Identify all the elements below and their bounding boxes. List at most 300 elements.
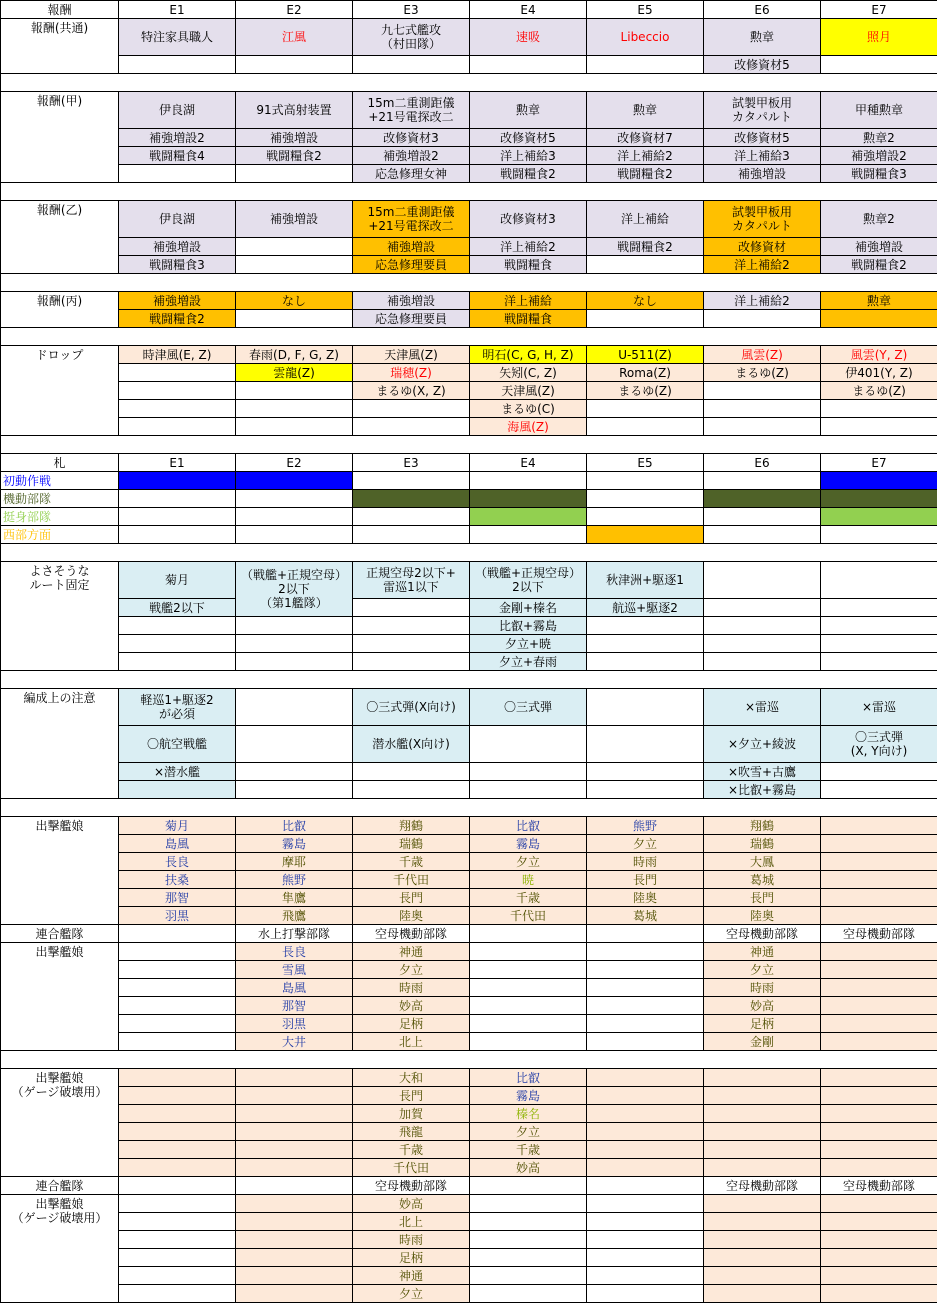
spacer-cell xyxy=(119,671,236,689)
spacer-cell xyxy=(1,544,119,562)
empty-cell xyxy=(236,310,353,328)
value-cell: 春雨(D, F, G, Z) xyxy=(236,346,353,364)
value-cell: 勲章2 xyxy=(821,201,937,238)
spacer-cell xyxy=(470,544,587,562)
empty-cell xyxy=(236,726,353,763)
empty-cell xyxy=(587,1159,704,1177)
empty-cell xyxy=(704,418,821,436)
data-row xyxy=(1,1141,937,1159)
empty-cell xyxy=(587,1267,704,1285)
fuda-cell xyxy=(821,490,937,508)
value-cell: 千代田 xyxy=(353,871,470,889)
empty-cell xyxy=(821,1015,937,1033)
value-cell: 特注家具職人 xyxy=(119,19,236,56)
empty-cell xyxy=(236,1105,353,1123)
data-row xyxy=(1,1033,937,1051)
fuda-cell xyxy=(353,472,470,490)
empty-cell xyxy=(470,1267,587,1285)
data-row xyxy=(1,599,937,617)
fuda-cell xyxy=(821,508,937,526)
fuda-cell xyxy=(119,526,236,544)
spacer-cell xyxy=(587,544,704,562)
spacer-cell xyxy=(119,1051,236,1069)
spacer-cell xyxy=(1,1051,119,1069)
empty-cell xyxy=(119,1195,236,1213)
empty-cell xyxy=(587,1141,704,1159)
empty-cell xyxy=(821,400,937,418)
row-label: 出撃艦娘 xyxy=(1,943,119,1051)
empty-cell xyxy=(821,961,937,979)
spacer-cell xyxy=(470,671,587,689)
value-cell: 勲章 xyxy=(821,292,937,310)
empty-cell xyxy=(704,1159,821,1177)
value-cell: 改修資材3 xyxy=(470,201,587,238)
empty-cell xyxy=(821,1069,937,1087)
spacer-cell xyxy=(470,799,587,817)
value-cell: 千歳 xyxy=(353,853,470,871)
row-label: 出撃艦娘 （ゲージ破壊用） xyxy=(1,1069,119,1177)
fuda-row xyxy=(1,490,937,508)
value-cell: 補強増設2 xyxy=(353,147,470,165)
empty-cell xyxy=(470,56,587,74)
spacer-cell xyxy=(470,183,587,201)
value-cell: 妙高 xyxy=(353,997,470,1015)
spacer-cell xyxy=(821,799,937,817)
value-cell: 補強増設 xyxy=(704,165,821,183)
data-row xyxy=(1,1267,937,1285)
empty-cell xyxy=(236,1087,353,1105)
data-row xyxy=(1,617,937,635)
value-cell: （戦艦+正規空母） 2以下 xyxy=(470,562,587,599)
value-cell: 葛城 xyxy=(704,871,821,889)
empty-cell xyxy=(353,418,470,436)
empty-cell xyxy=(587,1213,704,1231)
empty-cell xyxy=(119,56,236,74)
data-row xyxy=(1,1213,937,1231)
value-cell: 比叡 xyxy=(236,817,353,835)
empty-cell xyxy=(821,599,937,617)
value-cell: まるゆ(Z) xyxy=(587,382,704,400)
value-cell: 勲章 xyxy=(704,19,821,56)
fuda-cell xyxy=(353,490,470,508)
data-row xyxy=(1,346,937,364)
data-row xyxy=(1,979,937,997)
value-cell: 千代田 xyxy=(470,907,587,925)
empty-cell xyxy=(587,617,704,635)
empty-cell xyxy=(821,871,937,889)
value-cell: なし xyxy=(587,292,704,310)
value-cell: 比叡 xyxy=(470,1069,587,1087)
value-cell: 島風 xyxy=(119,835,236,853)
empty-cell xyxy=(821,853,937,871)
empty-cell xyxy=(119,1213,236,1231)
value-cell: 陸奥 xyxy=(704,907,821,925)
fuda-cell xyxy=(236,472,353,490)
fuda-cell xyxy=(119,508,236,526)
spacer-cell xyxy=(821,274,937,292)
empty-cell xyxy=(821,635,937,653)
empty-cell xyxy=(821,1195,937,1213)
value-cell: 大和 xyxy=(353,1069,470,1087)
value-cell: 加賀 xyxy=(353,1105,470,1123)
value-cell: 妙高 xyxy=(353,1195,470,1213)
value-cell: 風雲(Z) xyxy=(704,346,821,364)
spacer-cell xyxy=(353,328,470,346)
value-cell: ×雷巡 xyxy=(704,689,821,726)
column-header: 空母機動部隊 xyxy=(704,925,821,943)
empty-cell xyxy=(587,726,704,763)
spacer-cell xyxy=(821,1051,937,1069)
empty-cell xyxy=(470,1285,587,1303)
empty-cell xyxy=(821,1141,937,1159)
value-cell: 潜水艦(X向け) xyxy=(353,726,470,763)
spacer-row xyxy=(1,1051,937,1069)
data-row xyxy=(1,56,937,74)
value-cell: 瑞穂(Z) xyxy=(353,364,470,382)
value-cell: 夕立+春雨 xyxy=(470,653,587,671)
data-row xyxy=(1,1249,937,1267)
value-cell: 羽黒 xyxy=(236,1015,353,1033)
value-cell: 雲龍(Z) xyxy=(236,364,353,382)
data-row xyxy=(1,19,937,56)
column-header: E2 xyxy=(236,454,353,472)
empty-cell xyxy=(470,961,587,979)
column-header: E1 xyxy=(119,454,236,472)
value-cell: 戦闘糧食3 xyxy=(821,165,937,183)
value-cell: 補強増設2 xyxy=(119,129,236,147)
empty-cell xyxy=(470,726,587,763)
value-cell: 神通 xyxy=(353,943,470,961)
empty-cell xyxy=(353,56,470,74)
value-cell: 夕立 xyxy=(353,1285,470,1303)
spacer-cell xyxy=(704,328,821,346)
empty-cell xyxy=(236,400,353,418)
fuda-cell xyxy=(587,526,704,544)
value-cell: 長門 xyxy=(353,889,470,907)
value-cell: 扶桑 xyxy=(119,871,236,889)
empty-cell xyxy=(587,1105,704,1123)
value-cell: 戦闘糧食2 xyxy=(587,165,704,183)
value-cell: 甲種勲章 xyxy=(821,92,937,129)
value-cell: 時雨 xyxy=(587,853,704,871)
empty-cell xyxy=(587,1069,704,1087)
spacer-cell xyxy=(704,436,821,454)
spacer-row xyxy=(1,544,937,562)
value-cell: まるゆ(C) xyxy=(470,400,587,418)
empty-cell xyxy=(821,310,937,328)
value-cell: 比叡+霧島 xyxy=(470,617,587,635)
empty-cell xyxy=(821,1105,937,1123)
empty-cell xyxy=(470,1231,587,1249)
row-label: 編成上の注意 xyxy=(1,689,119,799)
value-cell: 千歳 xyxy=(470,1141,587,1159)
spacer-cell xyxy=(119,183,236,201)
value-cell: 時雨 xyxy=(353,979,470,997)
value-cell: 〇三式弾(X向け) xyxy=(353,689,470,726)
data-row xyxy=(1,165,937,183)
column-header: E7 xyxy=(821,1,937,19)
value-cell: 霧島 xyxy=(470,835,587,853)
empty-cell xyxy=(353,617,470,635)
spacer-cell xyxy=(353,544,470,562)
empty-cell xyxy=(704,400,821,418)
value-cell: 江風 xyxy=(236,19,353,56)
value-cell: 洋上補給2 xyxy=(470,238,587,256)
empty-cell xyxy=(821,1033,937,1051)
value-cell: 戦闘糧食2 xyxy=(587,238,704,256)
spacer-cell xyxy=(119,544,236,562)
empty-cell xyxy=(119,1231,236,1249)
spacer-cell xyxy=(470,328,587,346)
column-header xyxy=(119,925,236,943)
empty-cell xyxy=(821,418,937,436)
empty-cell xyxy=(587,763,704,781)
value-cell: 戦闘糧食 xyxy=(470,256,587,274)
empty-cell xyxy=(353,599,470,617)
value-cell: 改修資材5 xyxy=(704,56,821,74)
value-cell: 伊良湖 xyxy=(119,201,236,238)
value-cell: まるゆ(Z) xyxy=(704,364,821,382)
spacer-row xyxy=(1,183,937,201)
empty-cell xyxy=(587,1015,704,1033)
fuda-cell xyxy=(470,472,587,490)
spacer-cell xyxy=(119,74,236,92)
value-cell: 天津風(Z) xyxy=(353,346,470,364)
data-row xyxy=(1,635,937,653)
data-row xyxy=(1,1195,937,1213)
spacer-cell xyxy=(1,671,119,689)
fuda-row xyxy=(1,508,937,526)
empty-cell xyxy=(587,1231,704,1249)
data-row xyxy=(1,871,937,889)
value-cell: 航巡+駆逐2 xyxy=(587,599,704,617)
value-cell: 勲章 xyxy=(587,92,704,129)
header-label: 連合艦隊 xyxy=(1,925,119,943)
value-cell: 戦闘糧食3 xyxy=(119,256,236,274)
value-cell: 夕立 xyxy=(353,961,470,979)
value-cell: 榛名 xyxy=(470,1105,587,1123)
row-label: 出撃艦娘 xyxy=(1,817,119,925)
header-row xyxy=(1,454,937,472)
value-cell: 千歳 xyxy=(470,889,587,907)
empty-cell xyxy=(587,310,704,328)
empty-cell xyxy=(821,943,937,961)
spacer-cell xyxy=(704,544,821,562)
empty-cell xyxy=(119,979,236,997)
value-cell: 妙高 xyxy=(470,1159,587,1177)
empty-cell xyxy=(821,1123,937,1141)
data-row xyxy=(1,1231,937,1249)
fuda-cell xyxy=(353,526,470,544)
empty-cell xyxy=(236,256,353,274)
empty-cell xyxy=(704,617,821,635)
header-label: 報酬 xyxy=(1,1,119,19)
value-cell: 改修資材3 xyxy=(353,129,470,147)
empty-cell xyxy=(119,781,236,799)
fuda-cell xyxy=(236,508,353,526)
empty-cell xyxy=(704,310,821,328)
data-row xyxy=(1,997,937,1015)
column-header: E1 xyxy=(119,1,236,19)
spacer-cell xyxy=(1,274,119,292)
empty-cell xyxy=(236,1069,353,1087)
empty-cell xyxy=(236,1267,353,1285)
data-row xyxy=(1,1285,937,1303)
value-cell: 伊401(Y, Z) xyxy=(821,364,937,382)
row-label: 報酬(甲) xyxy=(1,92,119,183)
empty-cell xyxy=(587,689,704,726)
value-cell: 暁 xyxy=(470,871,587,889)
spacer-cell xyxy=(119,799,236,817)
empty-cell xyxy=(236,238,353,256)
value-cell: 霧島 xyxy=(236,835,353,853)
spacer-cell xyxy=(704,274,821,292)
value-cell: 夕立 xyxy=(704,961,821,979)
column-header xyxy=(119,1177,236,1195)
row-label: よさそうな ルート固定 xyxy=(1,562,119,671)
value-cell: 那智 xyxy=(236,997,353,1015)
value-cell: 瑞鶴 xyxy=(704,835,821,853)
empty-cell xyxy=(704,635,821,653)
column-header: 空母機動部隊 xyxy=(821,925,937,943)
spacer-cell xyxy=(587,436,704,454)
data-row xyxy=(1,1105,937,1123)
spacer-cell xyxy=(119,436,236,454)
value-cell: 霧島 xyxy=(470,1087,587,1105)
empty-cell xyxy=(821,617,937,635)
fuda-cell xyxy=(236,526,353,544)
empty-cell xyxy=(704,1141,821,1159)
empty-cell xyxy=(587,1195,704,1213)
spacer-cell xyxy=(704,799,821,817)
empty-cell xyxy=(119,1285,236,1303)
empty-cell xyxy=(587,56,704,74)
value-cell: 金剛 xyxy=(704,1033,821,1051)
empty-cell xyxy=(821,1087,937,1105)
value-cell: Libeccio xyxy=(587,19,704,56)
value-cell: 補強増設 xyxy=(119,238,236,256)
spacer-cell xyxy=(1,183,119,201)
empty-cell xyxy=(236,1195,353,1213)
spacer-cell xyxy=(353,74,470,92)
column-header: E7 xyxy=(821,454,937,472)
empty-cell xyxy=(119,382,236,400)
empty-cell xyxy=(704,1267,821,1285)
empty-cell xyxy=(119,635,236,653)
spacer-cell xyxy=(353,671,470,689)
row-label: 報酬(乙) xyxy=(1,201,119,274)
fuda-row xyxy=(1,472,937,490)
empty-cell xyxy=(119,943,236,961)
header-row xyxy=(1,925,937,943)
value-cell: 洋上補給 xyxy=(587,201,704,238)
value-cell: 〇三式弾 xyxy=(470,689,587,726)
empty-cell xyxy=(821,1159,937,1177)
empty-cell xyxy=(821,763,937,781)
value-cell: 熊野 xyxy=(587,817,704,835)
spacer-cell xyxy=(353,183,470,201)
value-cell: 夕立 xyxy=(470,853,587,871)
value-cell: 隼鷹 xyxy=(236,889,353,907)
empty-cell xyxy=(587,653,704,671)
value-cell: 補強増設 xyxy=(821,238,937,256)
empty-cell xyxy=(119,1033,236,1051)
spacer-cell xyxy=(1,436,119,454)
spacer-cell xyxy=(353,799,470,817)
spacer-cell xyxy=(587,74,704,92)
value-cell: 改修資材5 xyxy=(470,129,587,147)
empty-cell xyxy=(587,961,704,979)
value-cell: まるゆ(X, Z) xyxy=(353,382,470,400)
empty-cell xyxy=(821,56,937,74)
empty-cell xyxy=(470,1213,587,1231)
column-header: E5 xyxy=(587,1,704,19)
spacer-cell xyxy=(821,74,937,92)
value-cell: 洋上補給3 xyxy=(704,147,821,165)
value-cell: 長門 xyxy=(704,889,821,907)
value-cell: 応急修理要員 xyxy=(353,256,470,274)
empty-cell xyxy=(119,997,236,1015)
value-cell: 神通 xyxy=(353,1267,470,1285)
row-label: 出撃艦娘 （ゲージ破壊用） xyxy=(1,1195,119,1303)
value-cell: 長門 xyxy=(587,871,704,889)
value-cell: 戦闘糧食 xyxy=(470,310,587,328)
empty-cell xyxy=(236,56,353,74)
data-row xyxy=(1,92,937,129)
header-label: 札 xyxy=(1,454,119,472)
spacer-cell xyxy=(587,183,704,201)
empty-cell xyxy=(704,1231,821,1249)
data-row xyxy=(1,961,937,979)
data-row xyxy=(1,907,937,925)
value-cell: 軽巡1+駆逐2 が必須 xyxy=(119,689,236,726)
value-cell: 海風(Z) xyxy=(470,418,587,436)
empty-cell xyxy=(470,1195,587,1213)
data-row xyxy=(1,763,937,781)
value-cell: 洋上補給2 xyxy=(704,256,821,274)
value-cell: 金剛+榛名 xyxy=(470,599,587,617)
data-row xyxy=(1,1123,937,1141)
empty-cell xyxy=(353,653,470,671)
column-header xyxy=(587,925,704,943)
value-cell: U-511(Z) xyxy=(587,346,704,364)
empty-cell xyxy=(353,400,470,418)
empty-cell xyxy=(587,418,704,436)
value-cell: 補強増設 xyxy=(119,292,236,310)
empty-cell xyxy=(821,1231,937,1249)
column-header: E4 xyxy=(470,1,587,19)
header-row xyxy=(1,1,937,19)
value-cell: 〇航空戦艦 xyxy=(119,726,236,763)
spacer-cell xyxy=(236,328,353,346)
empty-cell xyxy=(119,961,236,979)
empty-cell xyxy=(119,1249,236,1267)
column-header: E2 xyxy=(236,1,353,19)
value-cell: 時雨 xyxy=(704,979,821,997)
empty-cell xyxy=(119,1141,236,1159)
column-header: E6 xyxy=(704,1,821,19)
empty-cell xyxy=(353,763,470,781)
column-header xyxy=(470,1177,587,1195)
empty-cell xyxy=(119,364,236,382)
empty-cell xyxy=(821,817,937,835)
empty-cell xyxy=(236,382,353,400)
data-row xyxy=(1,400,937,418)
empty-cell xyxy=(821,979,937,997)
empty-cell xyxy=(704,599,821,617)
spacer-cell xyxy=(236,544,353,562)
empty-cell xyxy=(470,979,587,997)
